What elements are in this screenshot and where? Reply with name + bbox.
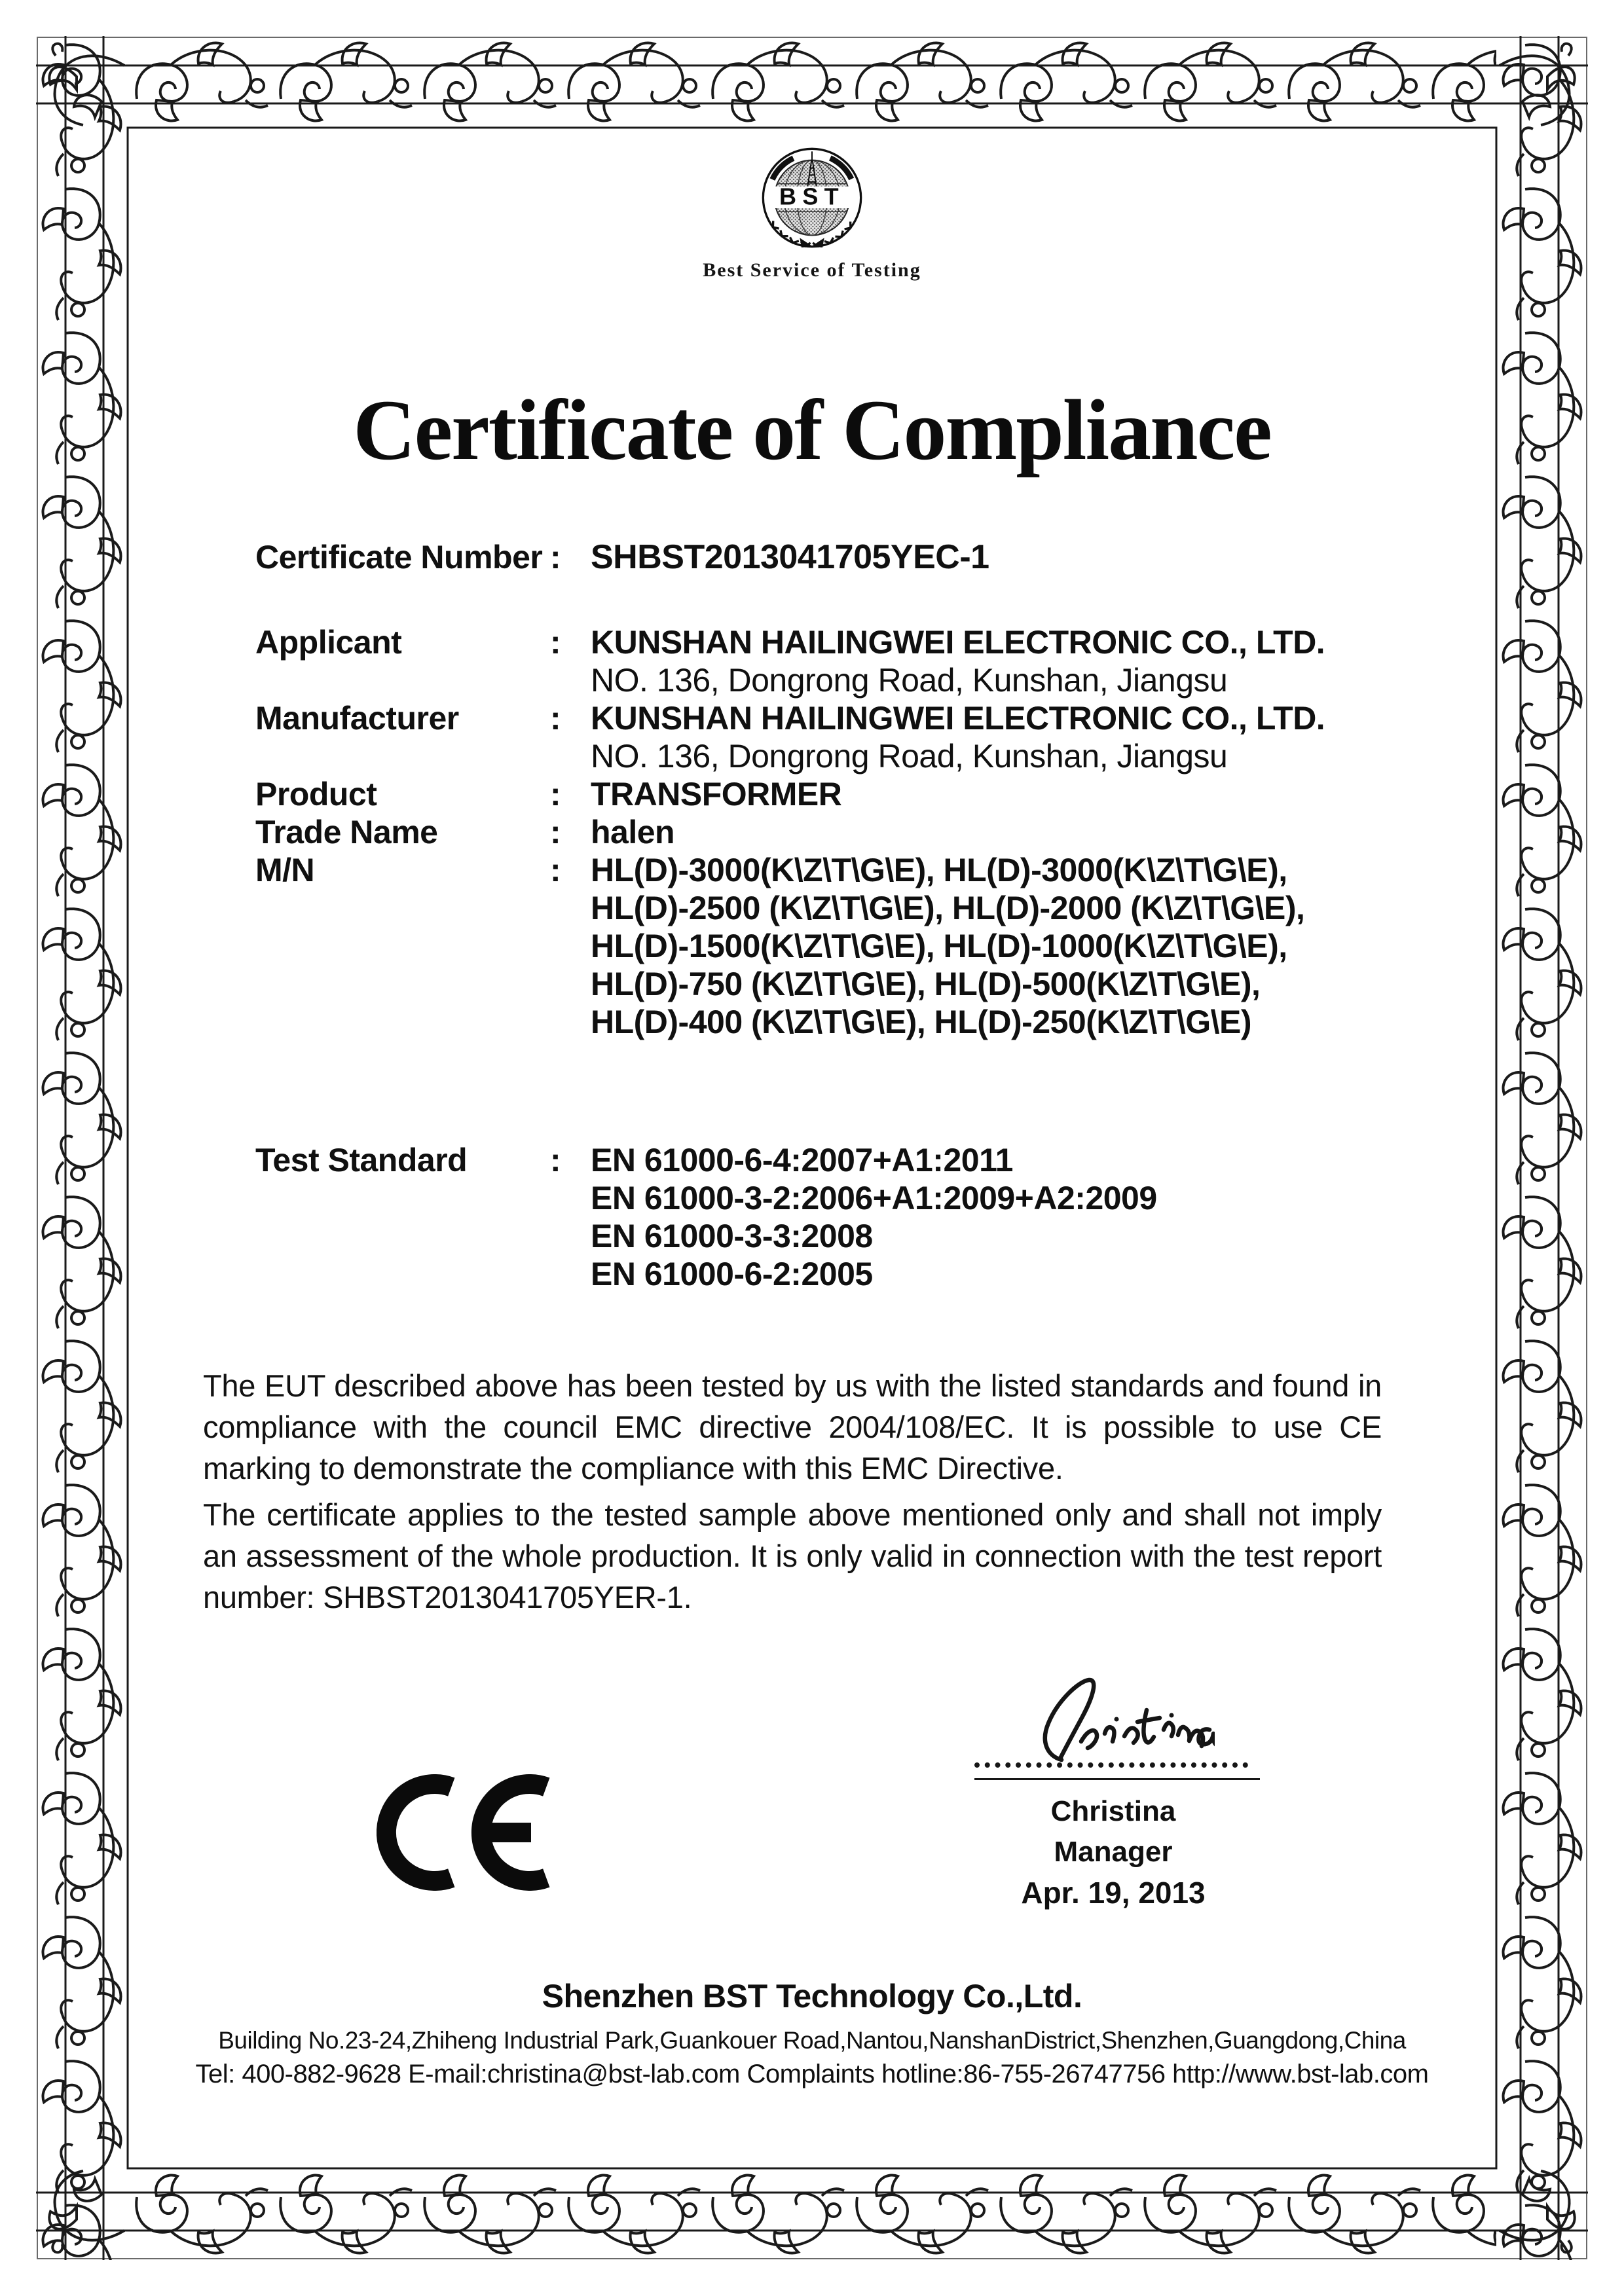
- paragraph: [203, 1494, 1382, 1618]
- field-value-line: KUNSHAN HAILINGWEI ELECTRONIC CO., LTD.: [591, 624, 1325, 661]
- field-value-line: HL(D)-2500 (K\Z\T\G\E), HL(D)-2000 (K\Z\T\G\E),: [591, 890, 1305, 926]
- field-value-line: NO. 136, Dongrong Road, Kunshan, Jiangsu: [591, 738, 1228, 774]
- field-label: Manufacturer: [255, 700, 459, 737]
- field-values: [591, 1141, 1493, 1293]
- field-value-line: EN 61000-3-3:2008: [591, 1218, 873, 1254]
- bst-logo-emblem: [760, 145, 864, 250]
- field-label: Test Standard: [255, 1142, 468, 1178]
- field-label: Trade Name: [255, 814, 438, 850]
- fields-section: [255, 623, 1493, 1293]
- footer-contact: Tel: 400-882-9628 E-mail:christina@bst-lab.com Complaints hotline:86-755-26747756 http://www.bst-lab.com: [195, 2060, 1429, 2088]
- field-separator: :: [550, 1142, 561, 1178]
- paragraph-line: an assessment of the whole production. It is only valid in connection with the test report: [203, 1539, 1382, 1573]
- field-values: [591, 623, 1493, 699]
- field-value-line: EN 61000-6-4:2007+A1:2011: [591, 1142, 1013, 1178]
- field-value-line: HL(D)-1500(K\Z\T\G\E), HL(D)-1000(K\Z\T\G\E),: [591, 928, 1287, 964]
- field-values: [591, 813, 1493, 851]
- field-value-line: KUNSHAN HAILINGWEI ELECTRONIC CO., LTD.: [591, 700, 1325, 737]
- field-label: Product: [255, 776, 377, 812]
- certificate-number-label: Certificate Number: [255, 539, 543, 575]
- signatory-name: Christina: [1050, 1795, 1176, 1827]
- field-values: [591, 699, 1493, 775]
- signatory-role: Manager: [1054, 1836, 1173, 1868]
- body-text: [203, 1365, 1382, 1623]
- field-label: Applicant: [255, 624, 402, 661]
- field-separator: :: [550, 624, 561, 661]
- footer-address: Building No.23-24,Zhiheng Industrial Park,Guankouer Road,Nantou,NanshanDistrict,Shenzhen,Guangdong,China: [218, 2027, 1406, 2054]
- field-value-line: EN 61000-3-2:2006+A1:2009+A2:2009: [591, 1180, 1157, 1216]
- certificate-number-separator: :: [550, 539, 561, 575]
- page-title: Certificate of Compliance: [353, 382, 1271, 478]
- field-values: [591, 851, 1493, 1041]
- field-row: [255, 699, 1493, 775]
- field-row: [255, 1141, 1493, 1293]
- field-separator: :: [550, 700, 561, 737]
- paragraph-line: The certificate applies to the tested sample above mentioned only and shall not imply: [203, 1497, 1382, 1532]
- paragraph-line: marking to demonstrate the compliance with this EMC Directive.: [203, 1451, 1063, 1485]
- field-value-line: HL(D)-400 (K\Z\T\G\E), HL(D)-250(K\Z\T\G\E): [591, 1004, 1252, 1040]
- signature-block: [936, 1791, 1290, 1913]
- paragraph-line: The EUT described above has been tested by us with the listed standards and found in: [203, 1368, 1382, 1403]
- bst-monogram: BST: [779, 183, 845, 210]
- field-row: [255, 623, 1493, 699]
- ce-mark: [377, 1774, 555, 1891]
- signature-script: [1018, 1673, 1215, 1772]
- logo-tagline: Best Service of Testing: [703, 259, 921, 281]
- certificate-number-row: [255, 538, 1460, 576]
- signature-date: Apr. 19, 2013: [1021, 1876, 1206, 1910]
- field-value-line: halen: [591, 814, 675, 850]
- field-row: [255, 851, 1493, 1041]
- field-value-line: HL(D)-750 (K\Z\T\G\E), HL(D)-500(K\Z\T\G\E),: [591, 966, 1261, 1002]
- certificate-number-value: SHBST2013041705YEC-1: [591, 538, 989, 576]
- field-value-line: TRANSFORMER: [591, 776, 842, 812]
- paragraph-line: number: SHBST2013041705YER-1.: [203, 1580, 692, 1614]
- field-row: [255, 775, 1493, 813]
- field-separator: :: [550, 852, 561, 888]
- field-separator: :: [550, 776, 561, 812]
- field-label: M/N: [255, 852, 315, 888]
- field-value-line: HL(D)-3000(K\Z\T\G\E), HL(D)-3000(K\Z\T\G\E),: [591, 852, 1287, 888]
- field-separator: :: [550, 814, 561, 850]
- field-values: [591, 775, 1493, 813]
- paragraph-line: compliance with the council EMC directive 2004/108/EC. It is possible to use CE: [203, 1410, 1382, 1444]
- signature-rule-line: [974, 1778, 1260, 1780]
- field-value-line: NO. 136, Dongrong Road, Kunshan, Jiangsu: [591, 662, 1228, 699]
- signature-dotted-line: [974, 1762, 1248, 1768]
- field-row: [255, 813, 1493, 851]
- field-value-line: EN 61000-6-2:2005: [591, 1256, 873, 1292]
- paragraph: [203, 1365, 1382, 1489]
- bst-logo: [760, 145, 864, 250]
- footer-company: Shenzhen BST Technology Co.,Ltd.: [542, 1978, 1082, 2014]
